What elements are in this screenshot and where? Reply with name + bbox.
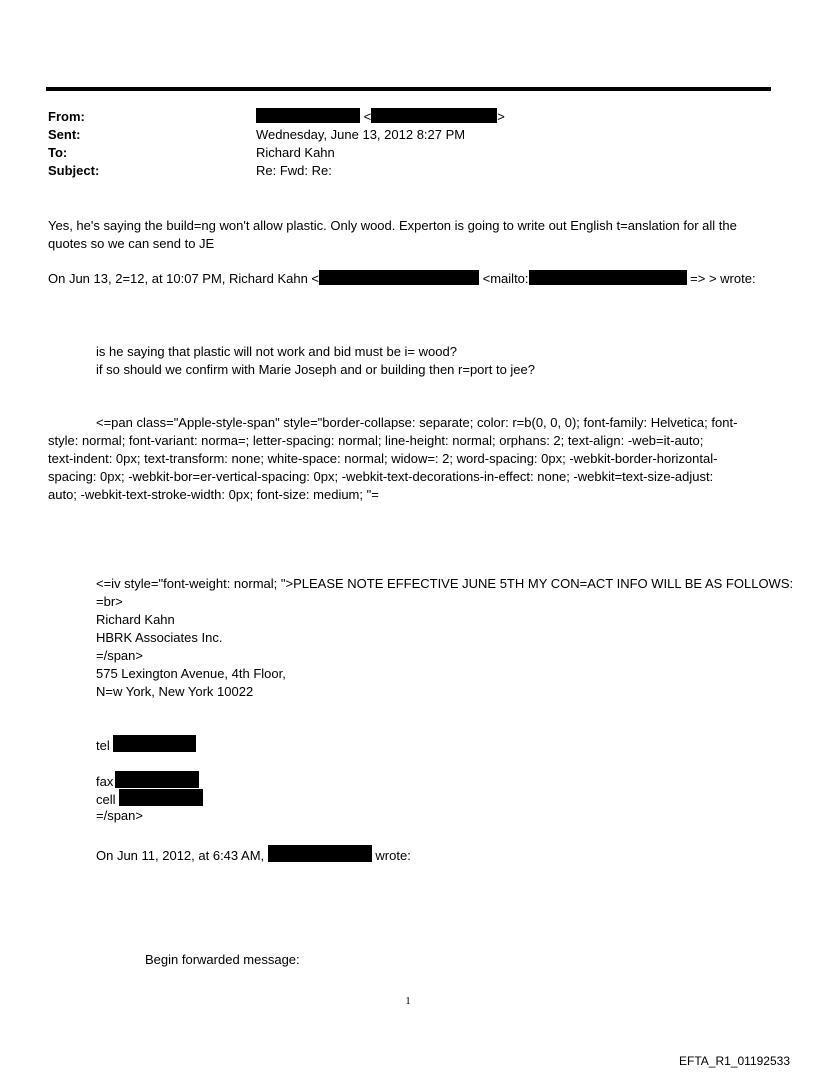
signature-company: HBRK Associates Inc. (96, 630, 223, 645)
span-close-1: =/span> (96, 648, 143, 663)
from-value (256, 108, 505, 126)
subject-value: Re: Fwd: Re: (256, 163, 332, 178)
redaction-box (319, 270, 479, 285)
signature-name: Richard Kahn (96, 612, 175, 627)
redaction-box (529, 270, 687, 285)
span-line1: <=pan class="Apple-style-span" style="border-collapse: separate; color: r=b(0, 0, 0); font-family: Helvetica; font- (96, 415, 738, 430)
forwarded-message: Begin forwarded message: (145, 952, 300, 967)
fax-line (96, 771, 199, 791)
redaction-box (371, 108, 497, 123)
from-gt: > (497, 109, 505, 124)
span-line5: auto; -webkit-text-stroke-width: 0px; font-size: medium; "= (48, 487, 379, 502)
from-label: From: (48, 109, 85, 124)
body-para1-line1: Yes, he's saying the build=ng won't allow plastic. Only wood. Experton is going to write out English t=anslation for all the (48, 218, 737, 233)
span-line3: text-indent: 0px; text-transform: none; white-space: normal; widow=: 2; word-spacing: 0px; -webkit-border-horizontal- (48, 451, 718, 466)
span-line4: spacing: 0px; -webkit-bor=er-vertical-spacing: 0px; -webkit-text-decorations-in-effect: none; -webkit=text-size-adjust: (48, 469, 714, 484)
fax-label: fax (96, 774, 114, 789)
redaction-box (113, 735, 196, 752)
redaction-box (115, 771, 199, 788)
on-jun11-prefix: On Jun 11, 2012, at 6:43 AM, (96, 848, 265, 863)
span-close-2: =/span> (96, 808, 143, 823)
redaction-box (256, 108, 360, 123)
signature-address1: 575 Lexington Avenue, 4th Floor, (96, 666, 286, 681)
sent-label: Sent: (48, 127, 81, 142)
cell-line (96, 789, 203, 809)
tel-line (96, 735, 196, 755)
reply-suffix: => > wrote: (690, 271, 756, 286)
reply-line (48, 270, 756, 288)
subject-label: Subject: (48, 163, 100, 178)
br-line: =br> (96, 594, 123, 609)
signature-address2: N=w York, New York 10022 (96, 684, 254, 699)
sent-value: Wednesday, June 13, 2012 8:27 PM (256, 127, 466, 142)
quote-line1: is he saying that plastic will not work and bid must be i= wood? (96, 344, 457, 359)
body-para1-line2: quotes so we can send to JE (48, 236, 215, 251)
on-jun11-line (96, 845, 411, 865)
tel-label: tel (96, 738, 110, 753)
to-label: To: (48, 145, 68, 160)
redaction-box (268, 845, 372, 862)
reply-mailto: <mailto: (482, 271, 529, 286)
quote-line2: if so should we confirm with Marie Joseph and or building then r=port to jee? (96, 362, 535, 377)
redaction-box (119, 789, 203, 806)
span-line2: style: normal; font-variant: norma=; letter-spacing: normal; line-height: normal; orphans: 2; text-align: -web=it-auto; (48, 433, 704, 448)
div-line: <=iv style="font-weight: normal; ">PLEASE NOTE EFFECTIVE JUNE 5TH MY CON=ACT INFO WILL BE AS FOLLOWS: (96, 576, 794, 591)
from-lt: < (363, 109, 372, 124)
document-id: EFTA_R1_01192533 (679, 1054, 790, 1068)
on-jun11-suffix: wrote: (375, 848, 411, 863)
to-value: Richard Kahn (256, 145, 335, 160)
reply-prefix: On Jun 13, 2=12, at 10:07 PM, Richard Kahn < (48, 271, 320, 286)
page-number: 1 (405, 995, 411, 1007)
cell-label: cell (96, 792, 116, 807)
header-rule (46, 87, 771, 91)
